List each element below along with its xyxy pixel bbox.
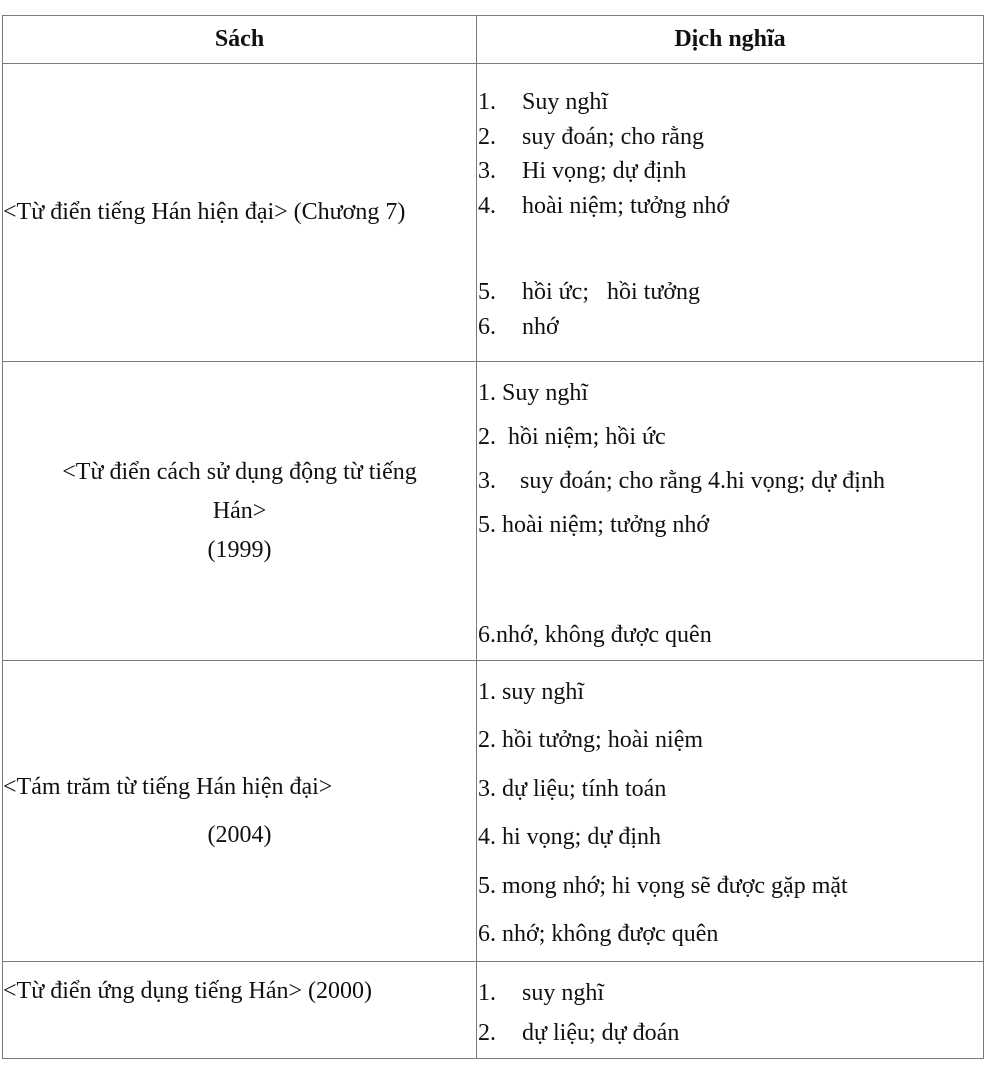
meaning-item: 1. suy nghĩ <box>478 980 605 1006</box>
meaning-item: 1. suy nghĩ <box>478 678 585 705</box>
table-row <box>3 661 984 962</box>
meaning-item: 4. hoài niệm; tưởng nhớ <box>478 192 730 219</box>
meaning-item: 1. Suy nghĩ <box>478 89 609 115</box>
meaning-item: 3. Hi vọng; dự định <box>478 158 687 184</box>
meaning-cell <box>477 64 984 362</box>
book-title: <Từ điển ứng dụng tiếng Hán> (2000) <box>3 978 373 1004</box>
meaning-item: 2. suy đoán; cho rằng <box>478 123 704 150</box>
meaning-cell <box>477 962 984 1059</box>
meaning-item: 4. hi vọng; dự định <box>478 824 662 850</box>
meaning-item: 5. mong nhớ; hi vọng sẽ được gặp mặt <box>478 872 848 899</box>
book-cell <box>3 962 477 1059</box>
meaning-item: 6.nhớ, không được quên <box>478 622 712 648</box>
book-year: (1999) <box>207 536 272 563</box>
book-title: <Từ điển tiếng Hán hiện đại> (Chương 7) <box>3 199 406 225</box>
header-row <box>3 16 984 64</box>
book-title-cont: Hán> <box>212 497 267 524</box>
book-title: <Tám trăm từ tiếng Hán hiện đại> <box>3 774 333 800</box>
blank-gap <box>477 223 983 275</box>
table-row <box>3 962 984 1059</box>
meaning-item: 2. hồi niệm; hồi ức <box>478 424 666 450</box>
table-row <box>3 64 984 362</box>
book-cell <box>3 661 477 962</box>
meaning-item: 6. nhớ <box>478 313 559 340</box>
meaning-item: 3. suy đoán; cho rằng 4.hi vọng; dự định <box>478 468 885 494</box>
dictionary-comparison-table <box>2 15 984 1059</box>
book-year: (2004) <box>207 822 272 848</box>
book-cell <box>3 64 477 362</box>
meaning-item: 2. hồi tưởng; hoài niệm <box>478 727 704 753</box>
header-meaning: Dịch nghĩa <box>477 16 984 64</box>
book-cell <box>3 362 477 661</box>
meaning-item: 3. dự liệu; tính toán <box>478 775 667 802</box>
meaning-cell <box>477 661 984 962</box>
book-title: <Từ điển cách sử dụng động từ tiếng <box>62 458 417 485</box>
meaning-item: 2. dự liệu; dự đoán <box>478 1020 680 1046</box>
blank-gap <box>477 547 983 613</box>
table-row <box>3 362 984 661</box>
meaning-cell <box>477 362 984 661</box>
header-book: Sách <box>3 16 477 64</box>
meaning-item: 5. hoài niệm; tưởng nhớ <box>478 512 710 538</box>
meaning-item: 6. nhớ; không được quên <box>478 921 719 947</box>
meaning-item: 1. Suy nghĩ <box>478 380 589 406</box>
meaning-item: 5. hồi ức; hồi tưởng <box>478 279 701 305</box>
